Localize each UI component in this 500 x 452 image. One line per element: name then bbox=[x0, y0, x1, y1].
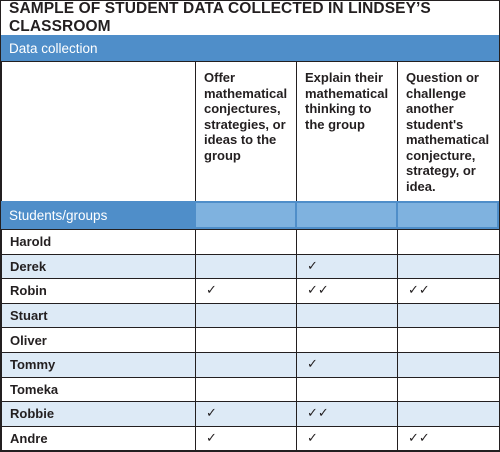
student-name: Stuart bbox=[2, 303, 196, 328]
student-name: Tomeka bbox=[2, 377, 196, 402]
students-groups-band bbox=[1, 201, 499, 229]
table-row bbox=[2, 328, 500, 353]
student-name: Derek bbox=[2, 254, 196, 279]
mark-offer: ✓ bbox=[196, 426, 297, 451]
mark-question bbox=[398, 377, 500, 402]
mark-explain bbox=[297, 303, 398, 328]
mark-question bbox=[398, 230, 500, 255]
mark-offer bbox=[196, 352, 297, 377]
column-header-question bbox=[398, 62, 500, 202]
table-row bbox=[2, 352, 500, 377]
student-rows bbox=[2, 230, 500, 451]
student-name: Oliver bbox=[2, 328, 196, 353]
mark-explain bbox=[297, 230, 398, 255]
mark-offer bbox=[196, 303, 297, 328]
student-name: Andre bbox=[2, 426, 196, 451]
table-row bbox=[2, 303, 500, 328]
mark-explain: ✓ bbox=[297, 426, 398, 451]
column-header-row bbox=[2, 62, 500, 202]
mark-explain: ✓✓ bbox=[297, 279, 398, 304]
mark-explain bbox=[297, 377, 398, 402]
mark-question: ✓✓ bbox=[398, 426, 500, 451]
column-header-table bbox=[1, 61, 500, 202]
corner-cell bbox=[2, 62, 196, 202]
mark-question bbox=[398, 303, 500, 328]
column-header-explain-text: Explain their mathematical thinking to the group bbox=[305, 70, 389, 132]
mark-offer bbox=[196, 254, 297, 279]
table-row bbox=[2, 279, 500, 304]
data-collection-label: Data collection bbox=[9, 40, 98, 56]
band-cell-offer bbox=[196, 203, 295, 227]
mark-offer: ✓ bbox=[196, 402, 297, 427]
column-header-question-text: Question or challenge another student's mathematical conjecture, strategy, or idea. bbox=[406, 70, 490, 194]
student-name: Harold bbox=[2, 230, 196, 255]
table-row bbox=[2, 230, 500, 255]
table-row bbox=[2, 254, 500, 279]
table-row bbox=[2, 402, 500, 427]
mark-explain bbox=[297, 328, 398, 353]
student-name: Robin bbox=[2, 279, 196, 304]
mark-offer bbox=[196, 377, 297, 402]
mark-question bbox=[398, 328, 500, 353]
mark-question: ✓✓ bbox=[398, 279, 500, 304]
mark-offer: ✓ bbox=[196, 279, 297, 304]
mark-offer bbox=[196, 328, 297, 353]
mark-question bbox=[398, 254, 500, 279]
student-name: Tommy bbox=[2, 352, 196, 377]
mark-explain: ✓✓ bbox=[297, 402, 398, 427]
table-row bbox=[2, 377, 500, 402]
mark-offer bbox=[196, 230, 297, 255]
column-header-offer bbox=[196, 62, 297, 202]
band-cell-explain bbox=[297, 203, 396, 227]
mark-question bbox=[398, 352, 500, 377]
mark-question bbox=[398, 402, 500, 427]
table-row bbox=[2, 426, 500, 451]
mark-explain: ✓ bbox=[297, 352, 398, 377]
data-collection-band bbox=[1, 35, 499, 61]
column-header-offer-text: Offer mathematical conjectures, strategies, or ideas to the group bbox=[204, 70, 288, 163]
student-data-table bbox=[1, 229, 500, 451]
page-title: SAMPLE OF STUDENT DATA COLLECTED IN LINDSEY’S CLASSROOM bbox=[9, 0, 431, 35]
column-header-explain bbox=[297, 62, 398, 202]
mark-explain: ✓ bbox=[297, 254, 398, 279]
students-groups-label: Students/groups bbox=[9, 207, 108, 223]
band-cell-question bbox=[398, 203, 497, 227]
student-name: Robbie bbox=[2, 402, 196, 427]
